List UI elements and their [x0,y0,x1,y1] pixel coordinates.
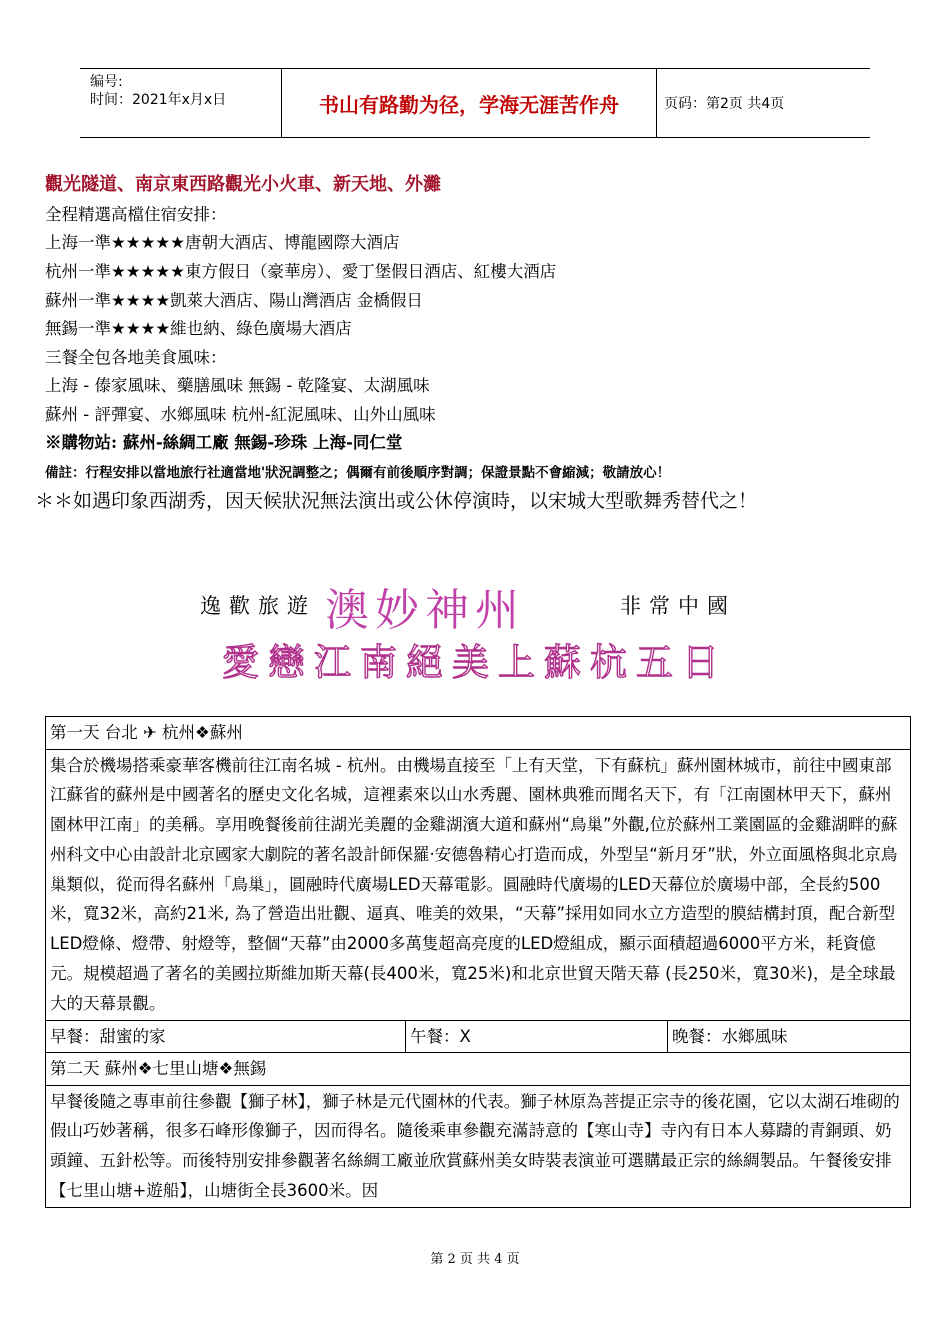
intro-meals-1: 上海 - 傣家風味、藥膳風味 無錫 - 乾隆宴、太湖風味 [45,376,430,395]
intro-meals-2: 蘇州 - 評彈宴、水鄉風味 杭州-紅泥風味、山外山風味 [45,405,436,424]
day2-description: 早餐後隨之專車前往參觀【獅子林】，獅子林是元代園林的代表。獅子林原為菩提正宗寺的後花園，它以太湖石堆砌的假山巧妙著稱，很多石峰形像獅子，因而得名。隨後乘車參觀充滿詩意的【寒山寺】寺內有日本人募躊的青銅頭、奶頭鐘、五針松等。而後特別安排參觀著名絲綢工廠並欣賞蘇州美女時裝表演並可選購最正宗的絲綢製品。午餐後安排【七里山塘+遊船】，山塘街全長3600米。因 [50,1091,900,1201]
header-table [80,68,870,138]
day1-meals [46,1021,910,1054]
day1-lunch: 午餐：X [406,1021,668,1053]
header-meta [80,69,282,137]
day2-title: 第二天 蘇州❖七里山塘❖無錫 [46,1053,910,1086]
brand-banner [0,580,950,636]
page-footer: 第 2 页 共 4 页 [430,1252,520,1267]
number-label: 编号: [90,74,123,90]
day1-breakfast: 早餐：甜蜜的家 [46,1021,406,1053]
intro-shopping: ※購物站: 蘇州-絲綢工廠 無錫-珍珠 上海-同仁堂 [45,433,403,452]
brand-left: 逸歡旅遊 [200,594,316,618]
header-page-label: 页码：第2页 共4页 [664,96,785,112]
intro-hotel-hangzhou: 杭州一準★★★★★東方假日（豪華房）、愛丁堡假日酒店、紅樓大酒店 [45,262,557,281]
brand-right: 非常中國 [620,594,736,618]
intro-hotel-suzhou: 蘇州一準★★★★凱萊大酒店、陽山灣酒店 金橋假日 [45,291,423,310]
intro-hotel-wuxi: 無錫一準★★★★維也納、綠色廣場大酒店 [45,319,352,338]
day1-title: 第一天 台北 ✈ 杭州❖蘇州 [46,717,910,750]
intro-show-alert: ＊＊如遇印象西湖秀，因天候狀況無法演出或公休停演時，以宋城大型歌舞秀替代之！ [35,490,758,512]
itinerary-table [45,716,911,1208]
intro-hotel-heading: 全程精選高檔住宿安排： [45,205,227,224]
tour-title: 愛戀江南絕美上蘇杭五日 [222,641,728,684]
intro-hotel-shanghai: 上海一準★★★★★唐朝大酒店、博龍國際大酒店 [45,233,400,252]
header-motto: 书山有路勤为径，学海无涯苦作舟 [282,69,657,137]
intro-notice: 備註：行程安排以當地旅行社適當地'狀況調整之；偶爾有前後順序對調；保證景點不會縮減；敬請放心！ [45,465,671,481]
day1-dinner: 晚餐：水鄉風味 [672,1026,788,1046]
time-label: 时间：2021年x月x日 [90,92,227,108]
intro-meals-heading: 三餐全包各地美食風味： [45,348,227,367]
brand-logo-text: 澳妙神州 [325,585,525,636]
day1-description: 集合於機場搭乘豪華客機前往江南名城 - 杭州。由機場直接至「上有天堂，下有蘇杭」蘇州園林城市，前往中國東部江蘇省的蘇州是中國著名的歷史文化名城，這裡素來以山水秀麗、園林典雅而聞名天下，有「江南園林甲天下，蘇州園林甲江南」的美稱。享用晚餐後前往湖光美麗的金雞湖濱大道和蘇州“鳥巢”外觀,位於蘇州工業園區的金雞湖畔的蘇州科文中心由設計北京國家大劇院的著名設計師保羅·安德魯精心打造而成，外型呈“新月牙”狀，外立面風格與北京鳥巢類似，從而得名蘇州「鳥巢」，圓融時代廣場LED天幕電影。圓融時代廣場的LED天幕位於廣場中部，全長約500米，寬32米，高約21米, 為了營造出壯觀、逼真、唯美的效果，“天幕”採用如同水立方造型的膜結構封頂，配合新型LED燈條、燈帶、射燈等，整個“天幕”由2000多萬隻超高亮度的LED燈組成，顯示面積超過6000平方米，耗資億元。規模超過了著名的美國拉斯維加斯天幕(長400米，寬25米)和北京世貿天階天幕 (長250米，寬30米)，是全球最大的天幕景觀。 [46,750,910,1021]
intro-attractions: 觀光隧道、南京東西路觀光小火車、新天地、外灘 [45,174,441,195]
